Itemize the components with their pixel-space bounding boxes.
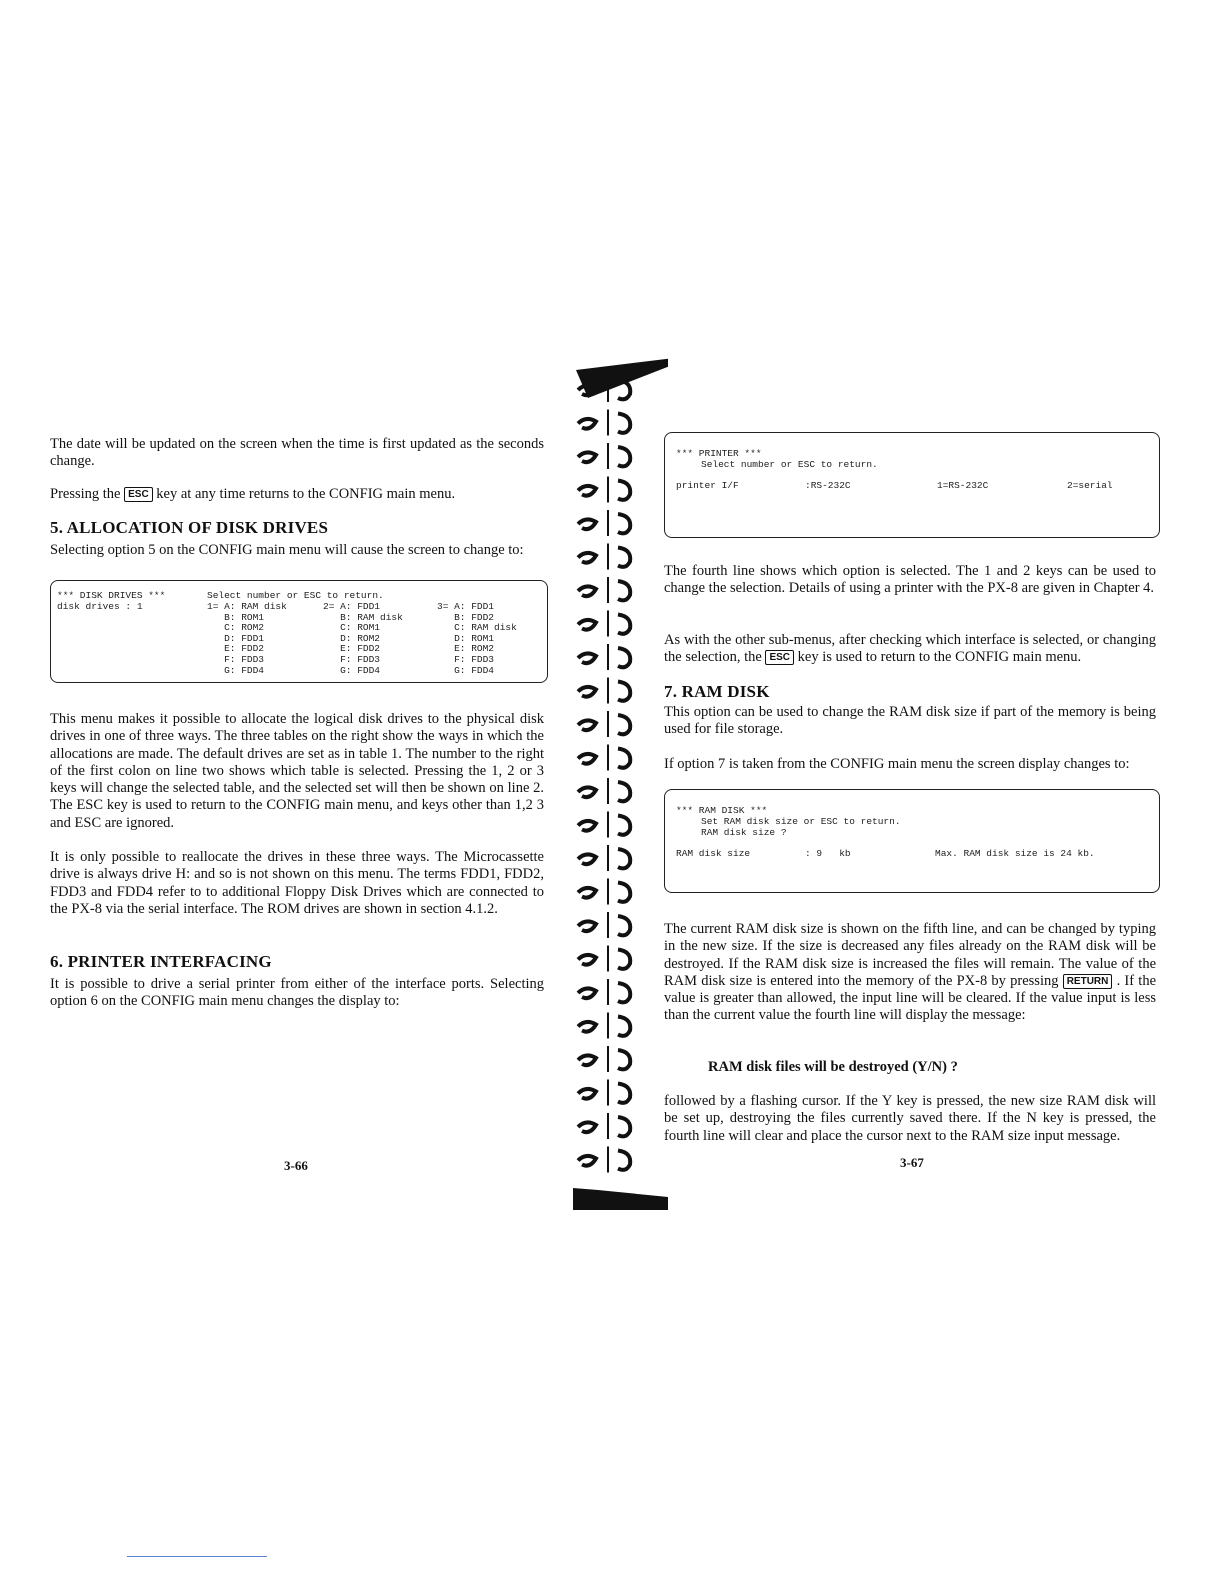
esc-text-after: key at any time returns to the CONFIG main menu.: [156, 486, 456, 502]
disk-screen-prompt: Select number or ESC to return.: [207, 590, 384, 601]
return-key-glyph: RETURN: [1063, 974, 1113, 989]
binding-ring: [618, 1151, 630, 1170]
disk-table-3: 3= A: FDD1 B: FDD2 C: RAM disk D: ROM1 E: ROM2 F: FDD3 G: FDD4: [437, 601, 517, 676]
binding-ring: [618, 514, 630, 533]
binding-ring: [578, 1156, 596, 1166]
binding-ring: [578, 888, 596, 898]
binding-ring: [578, 1089, 596, 1099]
submenu-text-after: key is used to return to the CONFIG main menu.: [797, 649, 1082, 666]
footer-rule: [127, 1556, 267, 1557]
binding-ring: [578, 653, 596, 663]
binding-ring: [618, 1050, 630, 1069]
printer-intro-paragraph: It is possible to drive a serial printer from either of the interface ports. Selecting option 6 on the CONFIG main menu changes the display to:: [50, 976, 544, 1010]
disk-drives-screen: [50, 580, 548, 683]
ram-screen-size-prompt: RAM disk size ?: [701, 827, 787, 838]
binding-ring: [578, 687, 596, 697]
binding-ring: [618, 715, 630, 734]
binding-ring: [618, 414, 630, 433]
ram-text-after: . If the value is greater than allowed, the input line will be cleared. If the value input is less than the current value the fourth line will display the message:: [664, 972, 1157, 1024]
ram-text-before: The current RAM disk size is shown on the fifth line, and can be changed by typing in the new size. If the size is decreased any files already on the RAM disk will be destroyed. If the RAM disk size is increased the files will remain. The value of the RAM disk size is entered into the memory of the PX-8 by pressing: [664, 921, 1156, 989]
binding-ring: [618, 782, 630, 801]
option5-intro-paragraph: Selecting option 5 on the CONFIG main menu will cause the screen to change to:: [50, 542, 524, 558]
binding-ring: [578, 1022, 596, 1032]
binding-ring: [618, 883, 630, 902]
disk-table-1: 1= A: RAM disk B: ROM1 C: ROM2 D: FDD1 E: FDD2 F: FDD3 G: FDD4: [207, 601, 287, 676]
binding-ring: [578, 821, 596, 831]
reallocate-paragraph: It is only possible to reallocate the drives in these three ways. The Microcassette drive is always drive H: and so is not shown on this menu. The terms FDD1, FDD2, FDD3 and FDD4 refer to to additional Floppy Disk Drives which are connected to the PX-8 via the serial interface. The ROM drives are shown in section 4.1.2.: [50, 849, 544, 917]
binding-ring: [578, 854, 596, 864]
binding-ring: [578, 586, 596, 596]
printer-screen: [664, 432, 1160, 538]
binding-ring: [578, 486, 596, 496]
binding-ring: [578, 955, 596, 965]
esc-return-paragraph: [50, 486, 544, 503]
disk-screen-status: disk drives : 1: [57, 601, 143, 612]
spiral-binding-graphic: [568, 350, 668, 1212]
page-number-right: 3-67: [900, 1155, 924, 1170]
binding-ring: [618, 447, 630, 466]
disk-allocation-paragraph: This menu makes it possible to allocate the logical disk drives to the physical disk drives in one of three ways. The three tables on the right show the ways in which the allocations are made. The default drives are set as in table 1. The number to the right of the first colon on line two shows which table is selected. Pressing the 1, 2 or 3 keys will change the selected table, and the selected set will then be shown on line 2. The ESC key is used to return to the CONFIG main menu, and keys other than 1,2 3 and ESC are ignored.: [50, 711, 544, 831]
section-7-heading: 7. RAM DISK: [664, 682, 770, 701]
binding-ring: [578, 553, 596, 563]
ram-max-size: Max. RAM disk size is 24 kb.: [935, 848, 1095, 859]
binding-ring: [618, 481, 630, 500]
binding-ring: [578, 419, 596, 429]
binding-ring: [578, 519, 596, 529]
printer-option-1: 1=RS-232C: [937, 480, 989, 491]
ram-size-change-paragraph: [664, 921, 1156, 1025]
ram-disk-intro-paragraph: This option can be used to change the RAM disk size if part of the memory is being used for file storage.: [664, 704, 1156, 738]
binding-ring: [618, 648, 630, 667]
binding-ring: [578, 988, 596, 998]
printer-if-label: printer I/F: [676, 480, 739, 491]
submenu-return-paragraph: [664, 632, 1156, 667]
binding-ring: [578, 787, 596, 797]
binding-ring: [618, 682, 630, 701]
ram-size-label: RAM disk size: [676, 848, 751, 859]
disk-screen-title: *** DISK DRIVES ***: [57, 590, 166, 601]
printer-option-2: 2=serial: [1067, 480, 1113, 491]
submenu-text-before: As with the other sub-menus, after checking which interface is selected, or changing the selection, the: [664, 632, 1156, 666]
printer-screen-title: *** PRINTER ***: [676, 448, 762, 459]
fourth-line-paragraph: The fourth line shows which option is selected. The 1 and 2 keys can be used to change the selection. Details of using a printer with the PX-8 are given in Chapter 4.: [664, 563, 1156, 597]
binding-ring: [618, 816, 630, 835]
binding-ring: [578, 720, 596, 730]
binding-ring: [618, 1117, 630, 1136]
disk-table-2: 2= A: FDD1 B: RAM disk C: ROM1 D: ROM2 E: FDD2 F: FDD3 G: FDD4: [323, 601, 403, 676]
printer-if-value: :RS-232C: [805, 480, 851, 491]
binding-ring: [578, 1055, 596, 1065]
esc-key-glyph-right: ESC: [765, 650, 794, 665]
binding-ring: [578, 921, 596, 931]
section-5-heading: 5. ALLOCATION OF DISK DRIVES: [50, 518, 329, 537]
binding-ring: [618, 615, 630, 634]
binding-ring: [578, 620, 596, 630]
date-update-paragraph: The date will be updated on the screen when the time is first updated as the seconds change.: [50, 436, 544, 470]
binding-ring: [618, 983, 630, 1002]
option7-intro-paragraph: If option 7 is taken from the CONFIG main menu the screen display changes to:: [664, 756, 1130, 772]
binding-ring: [618, 749, 630, 768]
binding-ring: [618, 1084, 630, 1103]
binding-ring: [578, 754, 596, 764]
ram-disk-screen: [664, 789, 1160, 893]
printer-screen-prompt: Select number or ESC to return.: [701, 459, 878, 470]
ram-size-value: : 9 kb: [805, 848, 851, 859]
section-6-heading: 6. PRINTER INTERFACING: [50, 952, 272, 971]
esc-text-before: Pressing the: [50, 486, 121, 502]
binding-ring: [618, 1017, 630, 1036]
destroy-warning-message: RAM disk files will be destroyed (Y/N) ?: [708, 1059, 958, 1075]
binding-ring: [578, 1122, 596, 1132]
ram-screen-prompt: Set RAM disk size or ESC to return.: [701, 816, 901, 827]
binding-ring: [618, 581, 630, 600]
flashing-cursor-paragraph: followed by a flashing cursor. If the Y key is pressed, the new size RAM disk will be set up, destroying the files currently saved there. If the N key is pressed, the fourth line will clear and place the cursor next to the RAM size input message.: [664, 1093, 1156, 1144]
esc-key-glyph: ESC: [124, 487, 153, 502]
ram-screen-title: *** RAM DISK ***: [676, 805, 768, 816]
binding-ring: [618, 548, 630, 567]
binding-ring: [618, 849, 630, 868]
page-number-left: 3-66: [284, 1158, 308, 1173]
binding-ring: [578, 452, 596, 462]
binding-ring: [618, 916, 630, 935]
binding-ring: [618, 950, 630, 969]
